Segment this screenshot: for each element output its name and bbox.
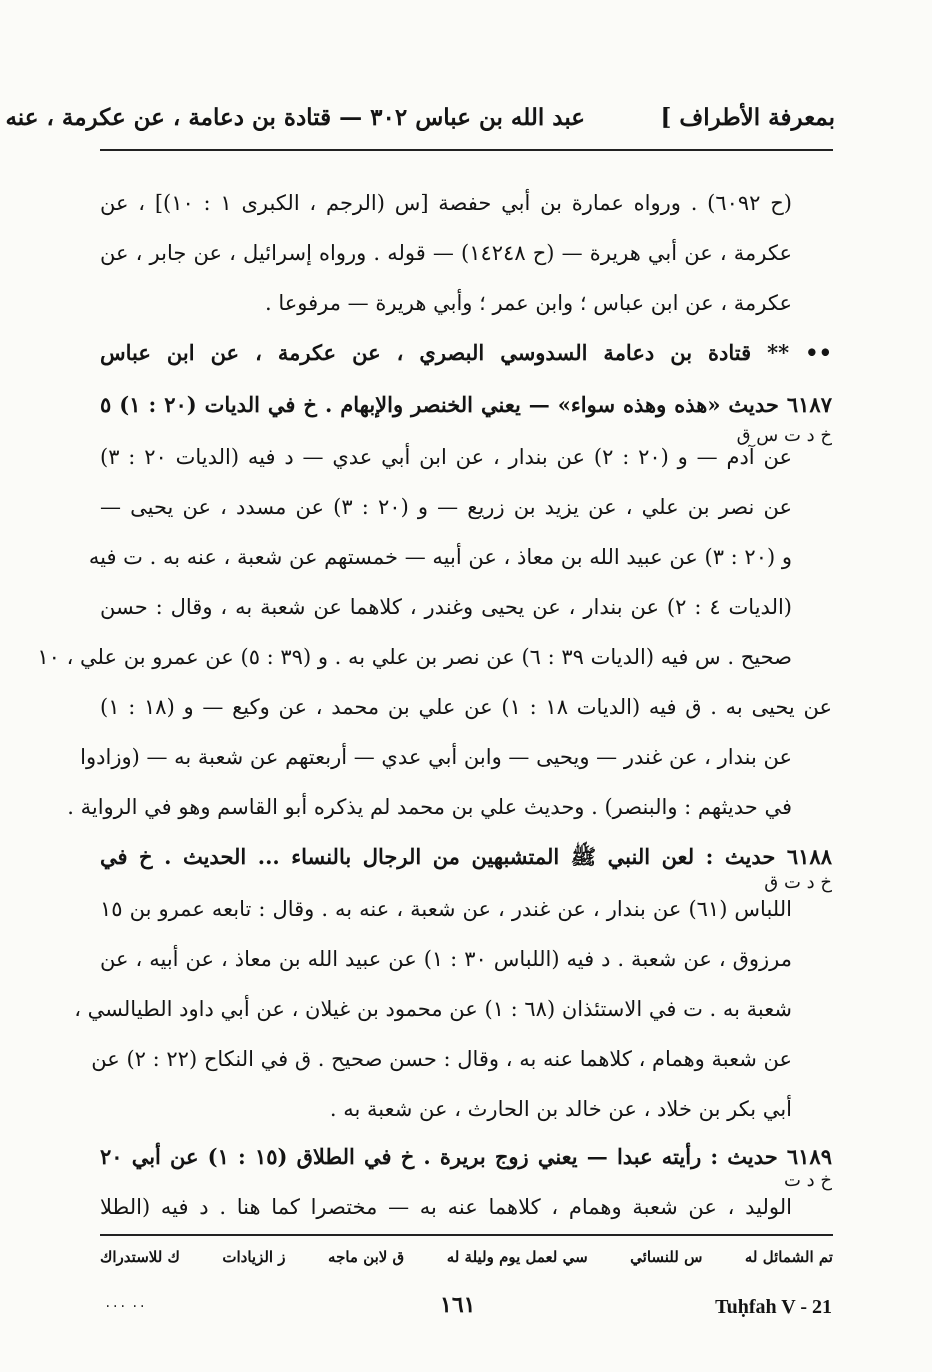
text-line: عن شعبة وهمام ، كلاهما عنه به ، وقال : حسن صحيح . ق في النكاح (٢٢ : ٢) عن (91, 1047, 792, 1071)
hadith-6188-heading: ٦١٨٨ حديث : لعن النبي ﷺ المتشبهين من الرجال بالنساء ... الحديث . خ في (100, 844, 832, 869)
text-line: (ح ٦٠٩٢) . ورواه عمارة بن أبي حفصة [س (الرجم ، الكبرى ١ : ١٠)] ، عن (100, 191, 792, 215)
text-line: و (٢٠ : ٣) عن عبيد الله بن معاذ ، عن أبيه — خمستهم عن شعبة ، عنه به . ت فيه (88, 545, 792, 569)
text-line: الوليد ، عن شعبة وهمام ، كلاهما عنه به — مختصرا كما هنا . د فيه (الطلا (100, 1195, 792, 1219)
text-line: في حديثهم : والبنصر) . وحديث علي بن محمد لم يذكره أبو القاسم وهو في الرواية . (67, 795, 792, 819)
legend-item: س للنسائي (630, 1248, 703, 1266)
header-right: بمعرفة الأطراف ] (660, 104, 835, 131)
sigla-legend (100, 1248, 833, 1266)
text-line: عن يحيى به . ق فيه (الديات ١٨ : ١) عن علي بن محمد ، عن وكيع — و (١٨ : ١) (100, 695, 832, 719)
text-line: عن نصر بن علي ، عن يزيد بن زريع — و (٢٠ : ٣) عن مسدد ، عن يحيى — (100, 495, 793, 519)
volume-signature: Tuḥfah V - 21 (715, 1296, 832, 1318)
hadith-6187-heading: ٦١٨٧ حديث «هذه وهذه سواء» — يعني الخنصر والإبهام . خ في الديات (٢٠ : ١) ٥ (100, 392, 832, 417)
legend-item: سي لعمل يوم وليلة له (446, 1248, 588, 1266)
text-line: (الديات ٤ : ٢) عن بندار ، عن يحيى وغندر ، كلاهما عن شعبة به ، وقال : حسن (100, 595, 792, 619)
text-line: عن بندار ، عن غندر — ويحيى — وابن أبي عدي — أربعتهم عن شعبة به — (وزادوا (80, 745, 792, 769)
text-line: عكرمة ، عن ابن عباس ؛ وابن عمر ؛ وأبي هريرة — مرفوعا . (264, 291, 792, 315)
sigla-6187: خ د ت س ق (736, 425, 832, 446)
header-rule (100, 149, 833, 151)
text-line: أبي بكر بن خلاد ، عن خالد بن الحارث ، عن شعبة به . (329, 1097, 792, 1121)
sigla-6188: خ د ت ق (764, 872, 832, 893)
legend-item: ك للاستدراك (100, 1248, 180, 1266)
text-line: عن آدم — و (٢٠ : ٢) عن بندار ، عن ابن أبي عدي — د فيه (الديات ٢٠ : ٣) (100, 445, 792, 469)
sigla-6189: خ د ت (783, 1170, 832, 1191)
legend-item: ز الزيادات (222, 1248, 286, 1266)
text-line: عكرمة ، عن أبي هريرة — (ح ١٤٢٤٨) — قوله . ورواه إسرائيل ، عن جابر ، عن (100, 241, 792, 265)
text-line: صحيح . س فيه (الديات ٣٩ : ٦) عن نصر بن علي به . و (٣٩ : ٥) عن عمرو بن علي ، ١٠ (37, 645, 792, 669)
legend-item: تم الشمائل له (744, 1248, 833, 1266)
page-number: ١٦١ (440, 1292, 476, 1318)
running-header (5, 100, 835, 142)
text-line: اللباس (٦١) عن بندار ، عن غندر ، عن شعبة ، عنه به . وقال : تابعه عمرو بن ١٥ (100, 897, 792, 921)
footer-mark: ٠٠ ٠٠٠ (104, 1298, 147, 1314)
section-heading: •• ** قتادة بن دعامة السدوسي البصري ، عن عكرمة ، عن ابن عباس (100, 340, 832, 365)
hadith-6189-heading: ٦١٨٩ حديث : رأيته عبدا — يعني زوج بريرة . خ في الطلاق (١٥ : ١) عن أبي ٢٠ (100, 1144, 832, 1169)
header-title: عبد الله بن عباس ٣٠٢ — قتادة بن دعامة ، عن عكرمة ، عنه (5, 104, 585, 131)
footer-rule (100, 1234, 833, 1236)
text-line: مرزوق ، عن شعبة . د فيه (اللباس ٣٠ : ١) عن عبيد الله بن معاذ ، عن أبيه ، عن (100, 947, 792, 971)
text-line: شعبة به . ت في الاستئذان (٦٨ : ١) عن محمود بن غيلان ، عن أبي داود الطيالسي ، (74, 997, 792, 1021)
legend-item: ق لابن ماجه (328, 1248, 405, 1266)
